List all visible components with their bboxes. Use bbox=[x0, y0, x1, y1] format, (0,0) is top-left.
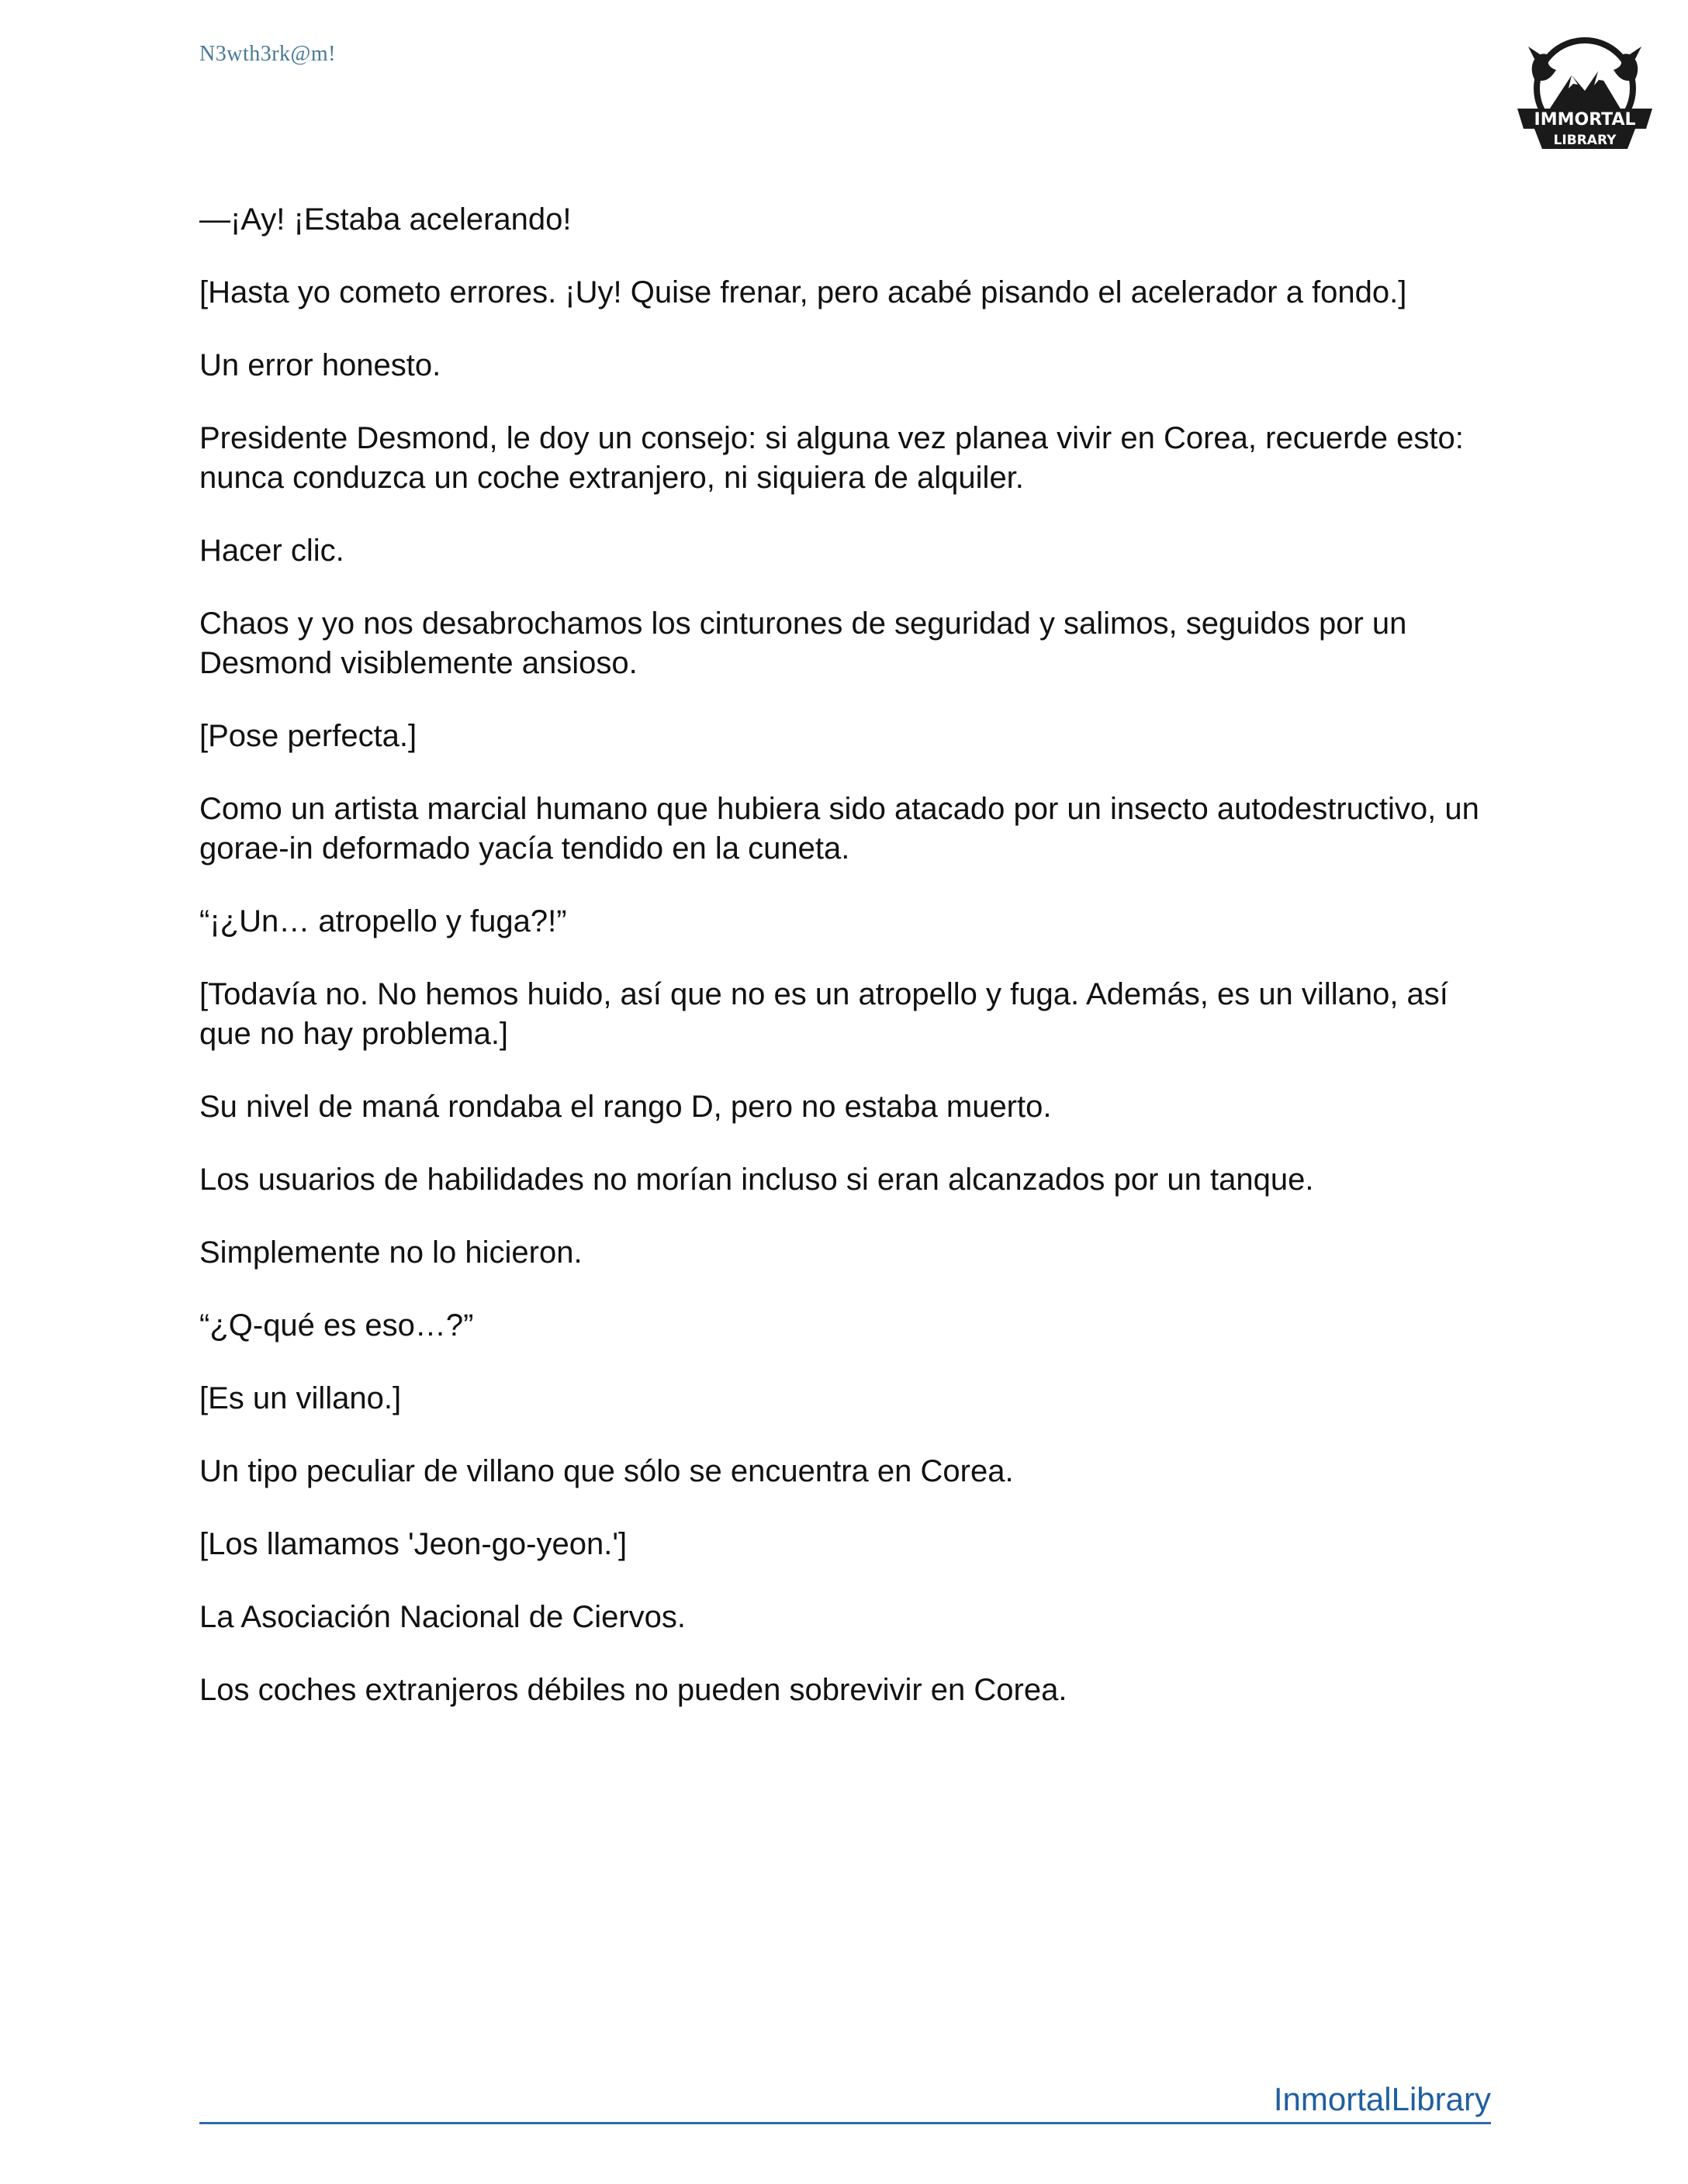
paragraph: Los usuarios de habilidades no morían incluso si eran alcanzados por un tanque. bbox=[199, 1163, 1314, 1197]
footer-divider bbox=[199, 2122, 1491, 2124]
immortal-library-logo-icon bbox=[1511, 33, 1659, 164]
paragraph: [Es un villano.] bbox=[199, 1381, 402, 1415]
paragraph: Simplemente no lo hicieron. bbox=[199, 1235, 583, 1270]
paragraph: —¡Ay! ¡Estaba acelerando! bbox=[199, 202, 572, 237]
paragraph: “¡¿Un… atropello y fuga?!” bbox=[199, 904, 567, 938]
paragraph: Su nivel de maná rondaba el rango D, pero no estaba muerto. bbox=[199, 1090, 1052, 1124]
paragraph: Un error honesto. bbox=[199, 348, 441, 382]
paragraph: Chaos y yo nos desabrochamos los cinturones de seguridad y salimos, seguidos por un Desmond visiblemente ansioso. bbox=[199, 606, 1407, 680]
paragraph: Un tipo peculiar de villano que sólo se encuentra en Corea. bbox=[199, 1454, 1014, 1488]
paragraph: Hacer clic. bbox=[199, 534, 344, 568]
logo-line2: LIBRARY bbox=[1553, 133, 1617, 148]
paragraph: [Hasta yo cometo errores. ¡Uy! Quise frenar, pero acabé pisando el acelerador a fondo.] bbox=[199, 275, 1407, 309]
paragraph: [Los llamamos 'Jeon-go-yeon.'] bbox=[199, 1527, 628, 1561]
paragraph: La Asociación Nacional de Ciervos. bbox=[199, 1600, 687, 1634]
paragraph: Como un artista marcial humano que hubiera sido atacado por un insecto autodestructivo, un gorae-in deformado yacía tendido en la cuneta. bbox=[199, 792, 1479, 866]
paragraph: Los coches extranjeros débiles no pueden sobrevivir en Corea. bbox=[199, 1673, 1067, 1707]
logo-line1: IMMORTAL bbox=[1534, 110, 1636, 130]
document-body bbox=[199, 200, 1503, 1743]
watermark-text: N3wth3rk@m! bbox=[199, 42, 336, 66]
paragraph: Presidente Desmond, le doy un consejo: si alguna vez planea vivir en Corea, recuerde esto: nunca conduzca un coche extranjero, ni siquiera de alquiler. bbox=[199, 421, 1464, 495]
paragraph: “¿Q-qué es eso…?” bbox=[199, 1308, 474, 1343]
paragraph: [Pose perfecta.] bbox=[199, 719, 417, 753]
paragraph: [Todavía no. No hemos huido, así que no es un atropello y fuga. Además, es un villano, así que no hay problema.] bbox=[199, 977, 1448, 1051]
footer-link[interactable]: InmortalLibrary bbox=[1273, 2081, 1491, 2117]
